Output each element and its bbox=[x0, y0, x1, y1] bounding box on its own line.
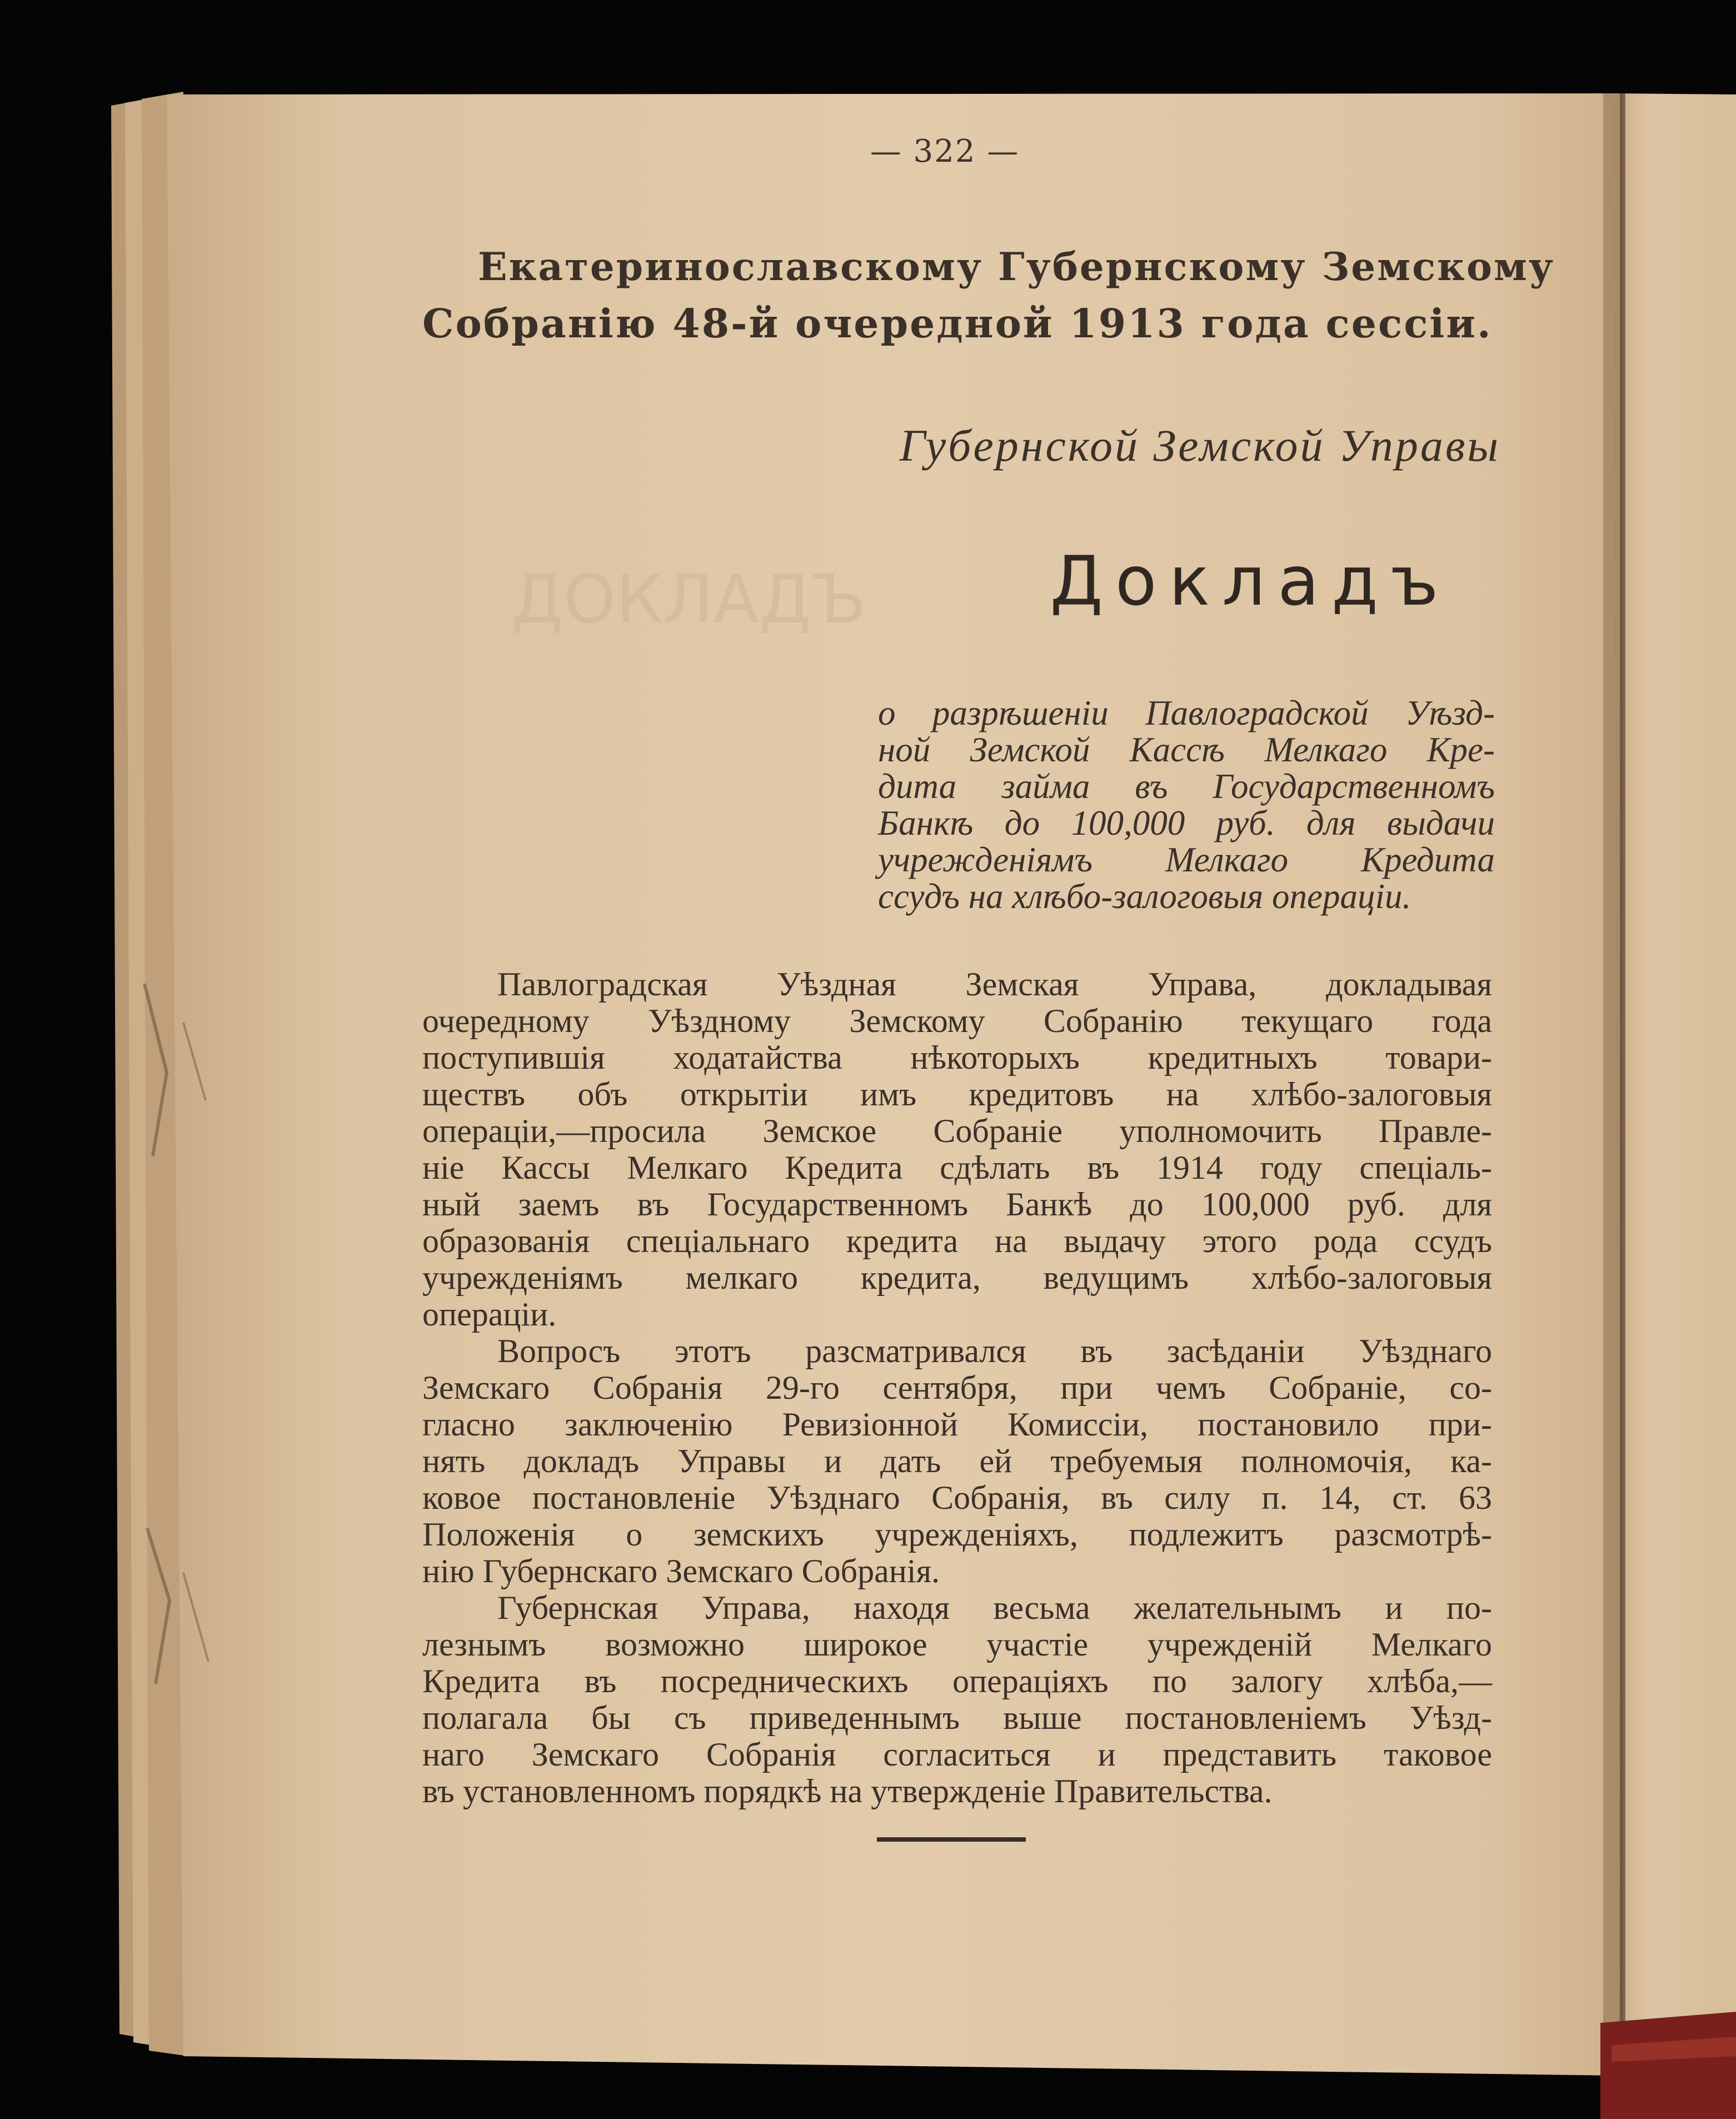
text-line: ный заемъ въ Государственномъ Банкѣ до 100,000 руб. для bbox=[422, 1186, 1492, 1223]
text-line: нію Губернскаго Земскаго Собранія. bbox=[422, 1553, 940, 1589]
text-line: ковое постановленіе Уѣзднаго Собранія, въ силу п. 14, ст. 63 bbox=[422, 1479, 1492, 1516]
text-line: Положенія о земскихъ учрежденіяхъ, подлежитъ разсмотрѣ- bbox=[422, 1516, 1492, 1553]
heading-line-2: Собранію 48-й очередной 1913 года сессіи. bbox=[422, 300, 1493, 347]
text-line: ніе Кассы Мелкаго Кредита сдѣлать въ 1914 году спеціаль- bbox=[422, 1149, 1492, 1186]
page-number: — 322 — bbox=[870, 133, 1020, 169]
text-line: въ установленномъ порядкѣ на утвержденіе Правительства. bbox=[422, 1773, 1273, 1809]
paragraph-3 bbox=[422, 1589, 1492, 1809]
text-line: Губернская Управа, находя весьма желательнымъ и по- bbox=[497, 1589, 1492, 1626]
subject-line: Банкѣ до 100,000 руб. для выдачи bbox=[878, 804, 1495, 842]
closing-rule bbox=[877, 1837, 1026, 1842]
subject-line: дита займа въ Государственномъ bbox=[878, 767, 1495, 806]
paragraph-2 bbox=[422, 1333, 1492, 1589]
report-body bbox=[422, 966, 1492, 1809]
heading-line-1: Екатеринославскому Губернскому Земскому bbox=[478, 245, 1555, 290]
text-line: образованія спеціальнаго кредита на выдачу этого рода ссудъ bbox=[422, 1223, 1492, 1259]
text-line: Вопросъ этотъ разсматривался въ засѣданіи Уѣзднаго bbox=[497, 1333, 1492, 1369]
subject-line: о разрѣшеніи Павлоградской Уѣзд- bbox=[878, 694, 1495, 732]
text-line: нять докладъ Управы и дать ей требуемыя полномочія, ка- bbox=[422, 1443, 1492, 1479]
text-line: операціи,—просила Земское Собраніе уполномочить Правле- bbox=[422, 1113, 1492, 1149]
text-line: полагала бы съ приведеннымъ выше постановленіемъ Уѣзд- bbox=[422, 1699, 1492, 1736]
subject-line: ссудъ на хлѣбо-залоговыя операціи. bbox=[878, 877, 1411, 916]
paragraph-1 bbox=[422, 966, 1492, 1333]
subject-line: ной Земской Кассѣ Мелкаго Кре- bbox=[878, 730, 1495, 769]
svg-text:ДОКЛАДЪ: ДОКЛАДЪ bbox=[511, 561, 867, 639]
issuing-body: Губернской Земской Управы bbox=[899, 420, 1500, 471]
text-line: ществъ объ открытіи имъ кредитовъ на хлѣбо-залоговыя bbox=[422, 1076, 1492, 1113]
text-line: учрежденіямъ мелкаго кредита, ведущимъ хлѣбо-залоговыя bbox=[422, 1259, 1492, 1296]
subject-block bbox=[878, 695, 1495, 915]
text-line: Кредита въ посредническихъ операціяхъ по залогу хлѣба,— bbox=[422, 1663, 1492, 1699]
text-line: очередному Уѣздному Земскому Собранію текущаго года bbox=[422, 1003, 1492, 1039]
text-line: операціи. bbox=[422, 1296, 557, 1333]
text-line: наго Земскаго Собранія согласиться и представить таковое bbox=[422, 1736, 1492, 1773]
text-line: Земскаго Собранія 29-го сентября, при чемъ Собраніе, со- bbox=[422, 1369, 1492, 1406]
text-line: поступившія ходатайства нѣкоторыхъ кредитныхъ товари- bbox=[422, 1039, 1492, 1076]
text-line: Павлоградская Уѣздная Земская Управа, докладывая bbox=[497, 966, 1492, 1003]
text-line: гласно заключенію Ревизіонной Комиссіи, постановило при- bbox=[422, 1406, 1492, 1443]
subject-line: учрежденіямъ Мелкаго Кредита bbox=[878, 840, 1495, 879]
text-line: лезнымъ возможно широкое участіе учрежденій Мелкаго bbox=[422, 1626, 1492, 1663]
document-title: Докладъ bbox=[1050, 542, 1451, 621]
